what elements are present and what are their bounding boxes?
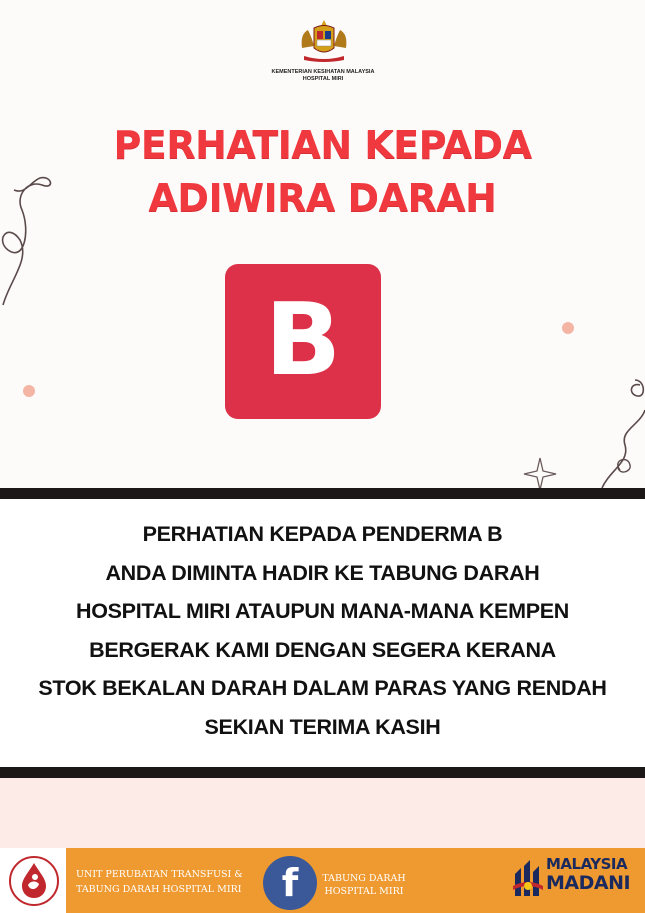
divider-band-top (0, 488, 645, 499)
madani-line-2: MADANI (546, 872, 631, 894)
madani-line-1: MALAYSIA (546, 855, 628, 873)
pink-strip (0, 778, 645, 848)
message-line-5: STOK BEKALAN DARAH DALAM PARAS YANG RENDAH (38, 676, 607, 700)
star-outline-icon (524, 458, 556, 488)
dot-right (562, 322, 574, 334)
ministry-line-1: KEMENTERIAN KESIHATAN MALAYSIA (271, 69, 375, 75)
headline-line-1: PERHATIAN KEPADA (113, 123, 532, 167)
blood-type-tile (225, 264, 381, 419)
message-line-6: SEKIAN TERIMA KASIH (204, 714, 441, 739)
unit-caption (76, 867, 266, 897)
headline-line-2: ADIWIRA DARAH (148, 176, 497, 220)
madani-wordmark (546, 856, 642, 893)
message-line-1: PERHATIAN KEPADA PENDERMA B (142, 522, 503, 546)
facebook-glyph: f (281, 861, 299, 905)
malaysia-madani-icon (511, 856, 545, 900)
message-text (0, 515, 645, 746)
facebook-icon[interactable] (263, 856, 317, 910)
blood-type-letter: B (264, 281, 342, 398)
blood-transfusion-unit-logo-icon (8, 855, 60, 907)
ministry-caption (240, 69, 406, 83)
right-swirl-doodle-b (618, 460, 630, 472)
ministry-line-2: HOSPITAL MIRI (302, 76, 344, 82)
malaysia-coat-of-arms-icon (292, 18, 356, 64)
facebook-line-2: HOSPITAL MIRI (324, 886, 404, 897)
message-line-3: HOSPITAL MIRI ATAUPUN MANA-MANA KEMPEN (75, 599, 570, 623)
message-line-4: BERGERAK KAMI DENGAN SEGERA KERANA (89, 637, 556, 662)
facebook-caption (318, 872, 410, 898)
unit-line-2: TABUNG DARAH HOSPITAL MIRI (76, 884, 242, 895)
unit-line-1: UNIT PERUBATAN TRANSFUSI & (76, 869, 243, 880)
dot-left (23, 385, 35, 397)
divider-band-bottom (0, 767, 645, 778)
facebook-line-1: TABUNG DARAH (322, 873, 406, 884)
message-line-2: ANDA DIMINTA HADIR KE TABUNG DARAH (105, 560, 540, 585)
